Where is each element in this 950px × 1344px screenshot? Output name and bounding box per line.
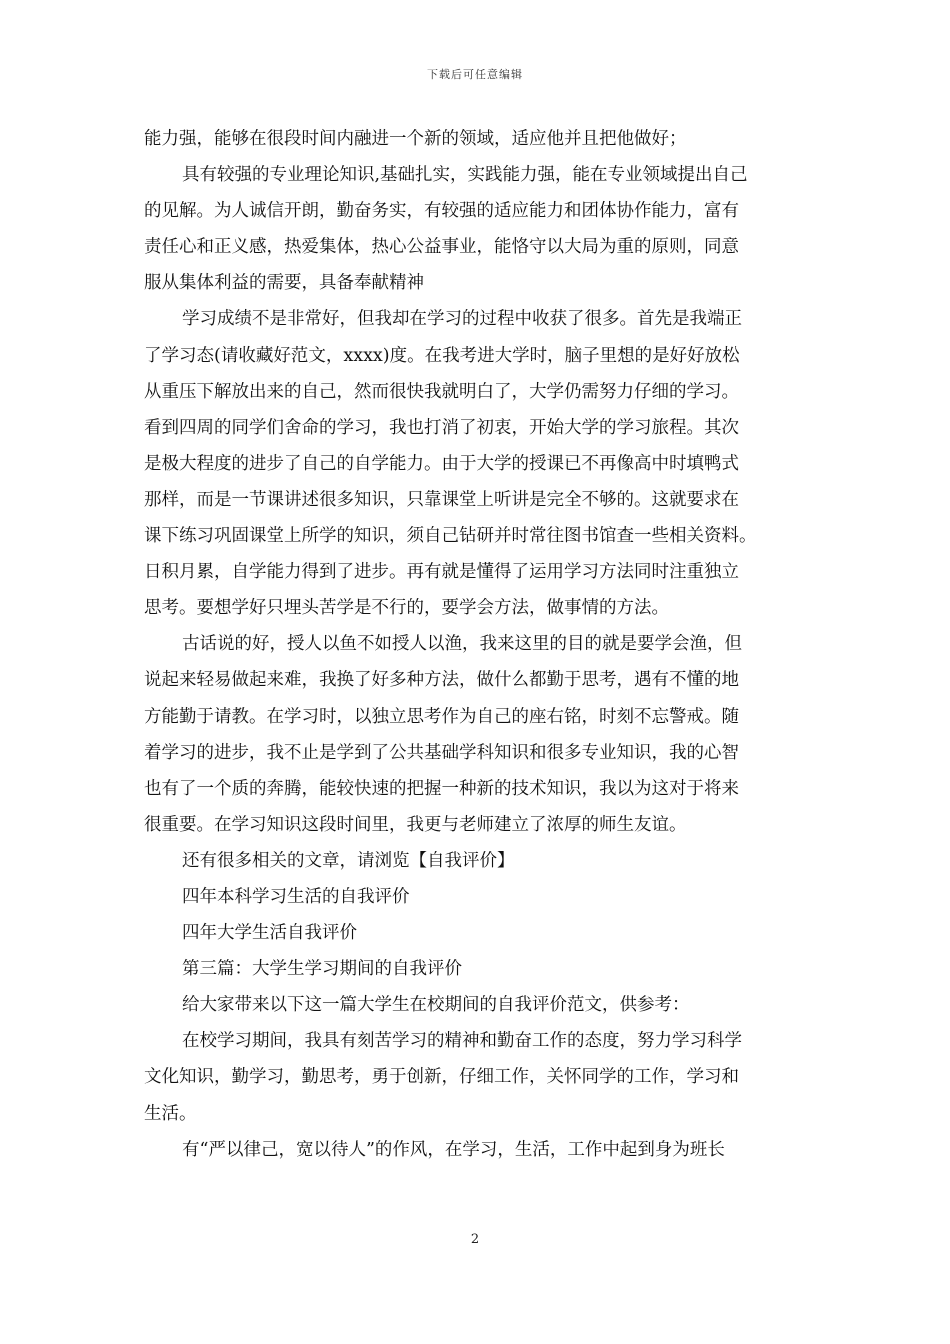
text-line: 说起来轻易做起来难，我换了好多种方法，做什么都勤于思考，遇有不懂的地 (144, 670, 739, 691)
page-header: 下载后可任意编辑 (427, 68, 523, 81)
body-text (144, 121, 819, 1168)
page-number: 2 (470, 1232, 480, 1247)
text-line: 日积月累，自学能力得到了进步。再有就是懂得了运用学习方法同时注重独立 (144, 562, 739, 583)
text-line: 服从集体利益的需要，具备奉献精神 (144, 273, 424, 294)
text-line: 方能勤于请教。在学习时，以独立思考作为自己的座右铭，时刻不忘警戒。随 (144, 706, 739, 727)
text-line: 的见解。为人诚信开朗，勤奋务实，有较强的适应能力和团体协作能力，富有 (144, 201, 739, 222)
text-line: 了学习态(请收藏好范文，xxxx)度。在我考进大学时，脑子里想的是好好放松 (144, 345, 740, 366)
text-line: 能力强，能够在很段时间内融进一个新的领域，适应他并且把他做好； (144, 129, 687, 149)
text-line: 思考。要想学好只埋头苦学是不行的，要学会方法，做事情的方法。 (144, 598, 669, 619)
text-line: 那样，而是一节课讲述很多知识，只靠课堂上听讲是完全不够的。这就要求在 (144, 489, 739, 510)
text-line: 责任心和正义感，热爱集体，热心公益事业，能恪守以大局为重的原则，同意 (144, 237, 739, 258)
text-line: 很重要。在学习知识这段时间里，我更与老师建立了浓厚的师生友谊。 (144, 814, 687, 835)
text-line: 还有很多相关的文章，请浏览【自我评价】 (182, 850, 515, 871)
text-line: 给大家带来以下这一篇大学生在校期间的自我评价范文，供参考： (182, 995, 690, 1016)
text-line: 生活。 (144, 1103, 197, 1124)
text-line: 四年大学生活自我评价 (182, 923, 357, 944)
text-line: 四年本科学习生活的自我评价 (182, 886, 410, 907)
text-line: 从重压下解放出来的自己，然而很快我就明白了，大学仍需努力仔细的学习。 (144, 381, 739, 402)
text-line: 课下练习巩固课堂上所学的知识，须自己钻研并时常往图书馆查一些相关资料。 (144, 526, 757, 547)
text-line: 古话说的好，授人以鱼不如授人以渔，我来这里的目的就是要学会渔，但 (182, 634, 742, 655)
text-line: 在校学习期间，我具有刻苦学习的精神和勤奋工作的态度，努力学习科学 (182, 1031, 742, 1052)
text-line: 第三篇：大学生学习期间的自我评价 (182, 959, 462, 980)
text-line: 有“严以律己，宽以待人”的作风，在学习，生活，工作中起到身为班长 (182, 1139, 725, 1160)
text-line: 学习成绩不是非常好，但我却在学习的过程中收获了很多。首先是我端正 (182, 309, 742, 330)
text-line: 文化知识，勤学习，勤思考，勇于创新，仔细工作，关怀同学的工作，学习和 (144, 1067, 739, 1088)
text-line: 是极大程度的进步了自己的自学能力。由于大学的授课已不再像高中时填鸭式 (144, 453, 739, 474)
text-line: 具有较强的专业理论知识,基础扎实，实践能力强，能在专业领域提出自己 (182, 165, 748, 186)
text-line: 也有了一个质的奔腾，能较快速的把握一种新的技术知识，我以为这对于将来 (144, 778, 739, 799)
text-line: 着学习的进步，我不止是学到了公共基础学科知识和很多专业知识，我的心智 (144, 742, 739, 763)
text-line: 看到四周的同学们舍命的学习，我也打消了初衷，开始大学的学习旅程。其次 (144, 417, 739, 438)
